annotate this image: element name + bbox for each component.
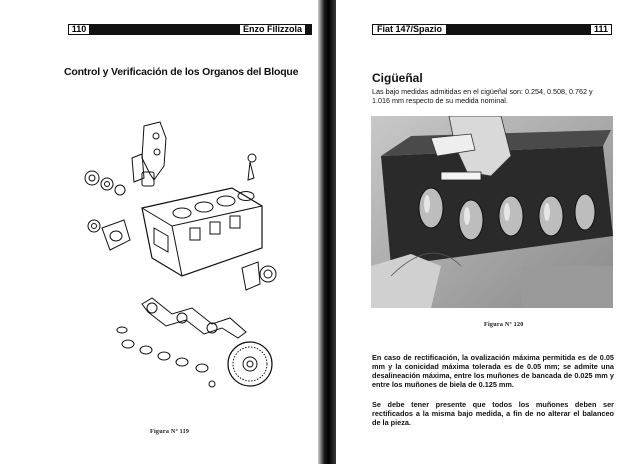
left-header-bar	[68, 24, 312, 35]
book-gutter	[318, 0, 336, 464]
model-name: Fiat 147/Spazio	[372, 24, 447, 35]
left-page-number: 110	[68, 24, 90, 35]
undersize-paragraph: Las bajo medidas admitidas en el cigüeñal son: 0.254, 0.508, 0.762 y 1.016 mm respecto de su medida nominal.	[372, 87, 593, 105]
author-name: Enzo Filizzola	[239, 24, 306, 35]
right-header-bar	[372, 24, 612, 35]
right-page-number: 111	[590, 24, 612, 35]
crankshaft-heading: Cigüeñal	[372, 71, 423, 85]
figure-120-caption: Figura Nº 120	[484, 322, 524, 328]
figure-119-caption: Figura Nº 119	[150, 429, 190, 435]
section-title: Control y Verificación de los Organos del Bloque	[64, 66, 299, 78]
crankshaft-photo	[371, 116, 613, 308]
grinding-tolerances-paragraph: En caso de rectificación, la ovalización máxima permitida es de 0.05 mm y la conicidad máxima tolerada es de 0.05 mm; se admite una desalineación máxima, entre los muñones de bancada de 0.025 mm y entre los muñones de biela de 0.125 mm.	[372, 353, 614, 389]
uniform-undersize-paragraph: Se debe tener presente que todos los muñones deben ser rectificados a la misma bajo medida, a fin de no alterar el balanceo de la pieza.	[372, 400, 614, 427]
engine-block-exploded-diagram	[62, 118, 302, 398]
